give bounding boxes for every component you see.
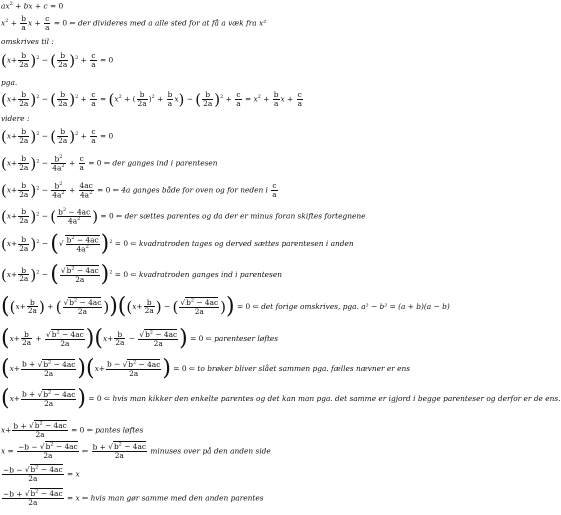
- equation-factored: ((x+ $\frac{b}{2a}$ ) + ( √ $\frac{b^2 - 4ac}{2a}$ ))((x+ $\frac{b}{2a}$ ) − ( √ $\frac{b^2 - 4ac}{2a}$ )) = 0 ⇐ det forige omskrives, pga. a² − b² = (a + b)(a − b): [1, 298, 450, 316]
- equation-merged: (x+ $\frac{b + √ b^2 - 4ac}{2a}$ )(x+ $\frac{b - √ b^2 - 4ac}{2a}$ ) = 0 ⇐ to brøker bliver slået sammen pga. fælles nævner er ens: [1, 360, 410, 378]
- annotation-sqrt-in: kvadratroden ganges ind i parentesen: [138, 269, 282, 279]
- equation-root-2: $\frac{-b + √ b^2 - 4ac}{2a}$ = x ⇐ hvis man gør samme med den anden parentes: [1, 490, 264, 507]
- annotation-sqrt: kvadratroden tages og derved sættes parentesen i anden: [138, 239, 354, 249]
- equation-completed-square: (x+ $\frac{b}{2a}$ )$^2$ − ( $\frac{b}{2a}$ )$^2$ + $\frac{c}{a}$ = 0: [1, 51, 114, 70]
- equation-single-factor: (x+ $\frac{b + √ b^2 - 4ac}{2a}$ ) = 0 ⇐ hvis man kikker den enkelte parentes og det kan man pga. det samme er igjord i begge parenteser og derfor er de ens.: [1, 390, 561, 408]
- text-pga: pga.: [1, 78, 18, 87]
- equation-divide-by-a: $x^2$ + $\frac{b}{a}$ x + $\frac{c}{a}$ = 0 ⇐ der divideres med a alle sted for at få a væk fra x²: [1, 14, 267, 32]
- annotation-parentheses: der sættes parentes og da der er minus foran skiftes fortegnene: [124, 211, 366, 221]
- equation-quadratic: $ax^2$ + bx + c = 0: [1, 1, 64, 11]
- equation-no-parens: x+ $\frac{b + √ b^2 - 4ac}{2a}$ = 0 ⇐ pantes løftes: [1, 422, 143, 439]
- annotation-single: hvis man kikker den enkelte parentes og det kan man pga. det samme er igjord i begge parenteser og derfor er de ens.: [112, 393, 561, 403]
- equation-expansion: (x+ $\frac{b}{2a}$ )$^2$ − ( $\frac{b}{2a}$ )$^2$ + $\frac{c}{a}$ = ($x^2$ + ( $\frac{b}{2a}$ )$^2$ + $\frac{b}{a}$ x) − ( $\frac{b}{2a}$ )$^2$ + $\frac{c}{a}$ = $x^2$ + $\frac{b}{a}$ x + $\frac{c}{a}$: [1, 90, 303, 109]
- annotation-4a: 4a ganges både for oven og for neden i: [121, 185, 268, 195]
- equation-step-1: (x+ $\frac{b}{2a}$ )$^2$ − ( $\frac{b}{2a}$ )$^2$ + $\frac{c}{a}$ = 0: [1, 127, 114, 146]
- text-videre: videre :: [1, 114, 30, 123]
- equation-moved: x = $\frac{-b - √ b^2 - 4ac}{2a}$ ⇐ $\frac{b + √ b^2 - 4ac}{2a}$ minuses over på den anden side: [1, 443, 271, 460]
- annotation-multiply-in: der ganges ind i parentesen: [112, 158, 218, 168]
- annotation-minus: minuses over på den anden side: [150, 446, 271, 456]
- annotation-lift: parenteser løftes: [214, 333, 279, 343]
- annotation-pantes: pantes løftes: [95, 425, 144, 435]
- equation-step-3: (x+ $\frac{b}{2a}$ )$^2$ − $\frac{b^2}{4a^2}$ + $\frac{4ac}{4a^2}$ = 0 ⇐ 4a ganges både for oven og for neden i $\frac{c}{a}$: [1, 181, 277, 200]
- annotation-rewrite: det forige omskrives, pga. a² − b² = (a + b)(a − b): [261, 301, 450, 311]
- note-rewrite: [1, 38, 54, 46]
- equation-root-1: $\frac{-b - √ b^2 - 4ac}{2a}$ = x: [1, 466, 80, 483]
- note-videre: [1, 115, 29, 123]
- annotation-merge: to brøker bliver slået sammen pga. fælles nævner er ens: [197, 363, 411, 373]
- note-pga: [1, 79, 17, 87]
- annotation-other: hvis man gør samme med den anden parentes: [90, 493, 264, 503]
- equation-step-5: (x+ $\frac{b}{2a}$ )$^2$ − (√ $\frac{b^2 - 4ac}{4a^2}$ )$^2$ = 0 ⇐ kvadratroden tages og derved sættes parentesen i anden: [1, 235, 354, 253]
- equation-step-6: (x+ $\frac{b}{2a}$ )$^2$ − ( √ $\frac{b^2 - 4ac}{2a}$ )$^2$ = 0 ⇐ kvadratroden ganges ind i parentesen: [1, 266, 282, 284]
- annotation-divide: der divideres med a alle sted for at få a væk fra x²: [77, 18, 267, 28]
- equation-step-2: (x+ $\frac{b}{2a}$ )$^2$ − $\frac{b^2}{4a^2}$ + $\frac{c}{a}$ = 0 ⇐ der ganges ind i parentesen: [1, 154, 218, 173]
- equation-step-4: (x+ $\frac{b}{2a}$ )$^2$ − ( $\frac{b^2 - 4ac}{4a^2}$ ) = 0 ⇐ der sættes parentes og da der er minus foran skiftes fortegnene: [1, 207, 366, 226]
- equation-lifted: (x+ $\frac{b}{2a}$ + √ $\frac{b^2 - 4ac}{2a}$ )(x+ $\frac{b}{2a}$ − √ $\frac{b^2 - 4ac}{2a}$ ) = 0 ⇐ parenteser løftes: [1, 330, 278, 348]
- text-omskrives: omskrives til :: [1, 37, 54, 46]
